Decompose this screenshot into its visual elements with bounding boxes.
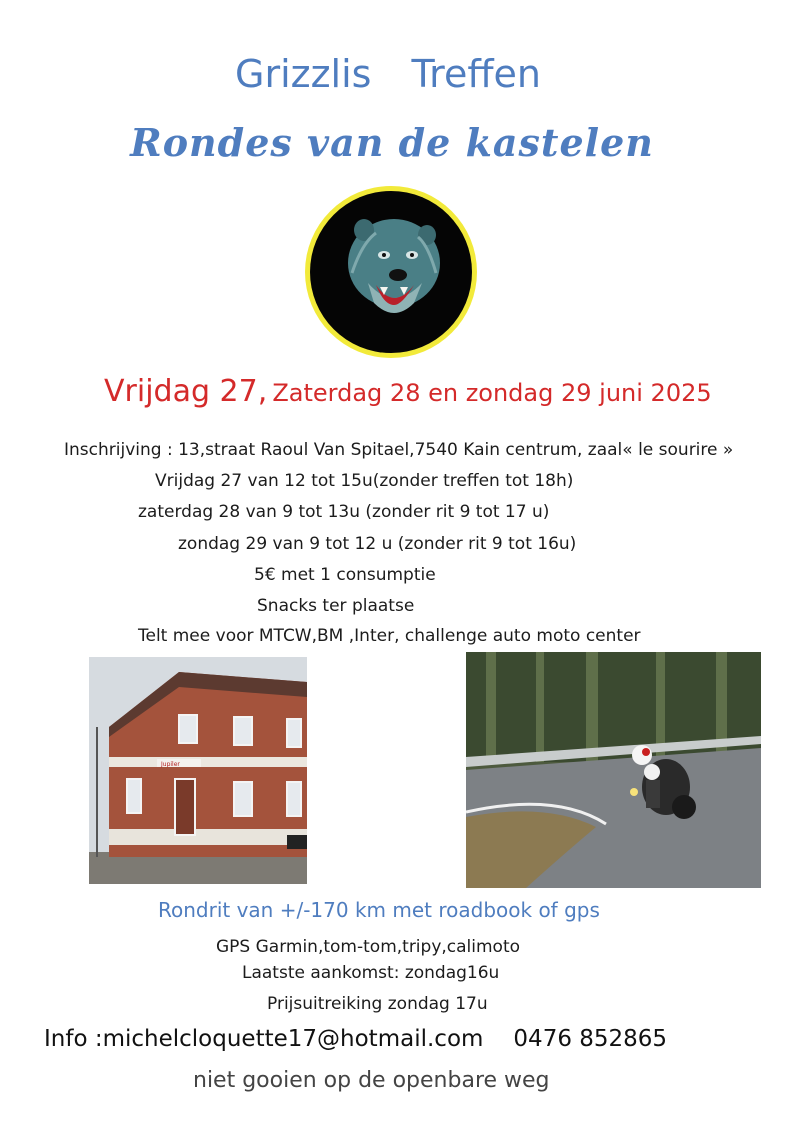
ride-description: Rondrit van +/-170 km met roadbook of gps [158,898,600,922]
championship-text: Telt mee voor MTCW,BM ,Inter, challenge auto moto center [138,626,641,646]
gps-devices: GPS Garmin,tom-tom,tripy,calimoto [216,937,521,957]
date-friday: Vrijdag 27, [104,374,268,409]
jupiler-sign: Jupiler [161,761,180,768]
last-arrival: Laatste aankomst: zondag16u [242,963,500,983]
motorcycle-photo [466,652,761,888]
prize-ceremony: Prijsuitreiking zondag 17u [267,994,488,1014]
page-subtitle: Rondes van de kastelen [130,120,654,165]
registration-address: Inschrijving : 13,straat Raoul Van Spitael,7540 Kain centrum, zaal« le sourire » [64,440,734,460]
saturday-hours: zaterdag 28 van 9 tot 13u (zonder rit 9 tot 17 u) [138,502,550,522]
footer-note: niet gooien op de openbare weg [193,1068,550,1093]
price-text: 5€ met 1 consumptie [254,565,436,585]
contact-phone: 0476 852865 [513,1026,668,1052]
contact-email: Info :michelcloquette17@hotmail.com [44,1026,484,1052]
page-title: Grizzlis Treffen [235,52,541,96]
snacks-text: Snacks ter plaatse [257,596,415,616]
sunday-hours: zondag 29 van 9 tot 12 u (zonder rit 9 tot 16u) [178,534,577,554]
grizzly-logo [302,183,480,361]
date-weekend: Zaterdag 28 en zondag 29 juni 2025 [272,379,712,407]
contact-info [44,1026,667,1052]
event-dates [104,374,712,409]
venue-building-photo [89,657,307,884]
friday-hours: Vrijdag 27 van 12 tot 15u(zonder treffen tot 18h) [155,471,574,491]
